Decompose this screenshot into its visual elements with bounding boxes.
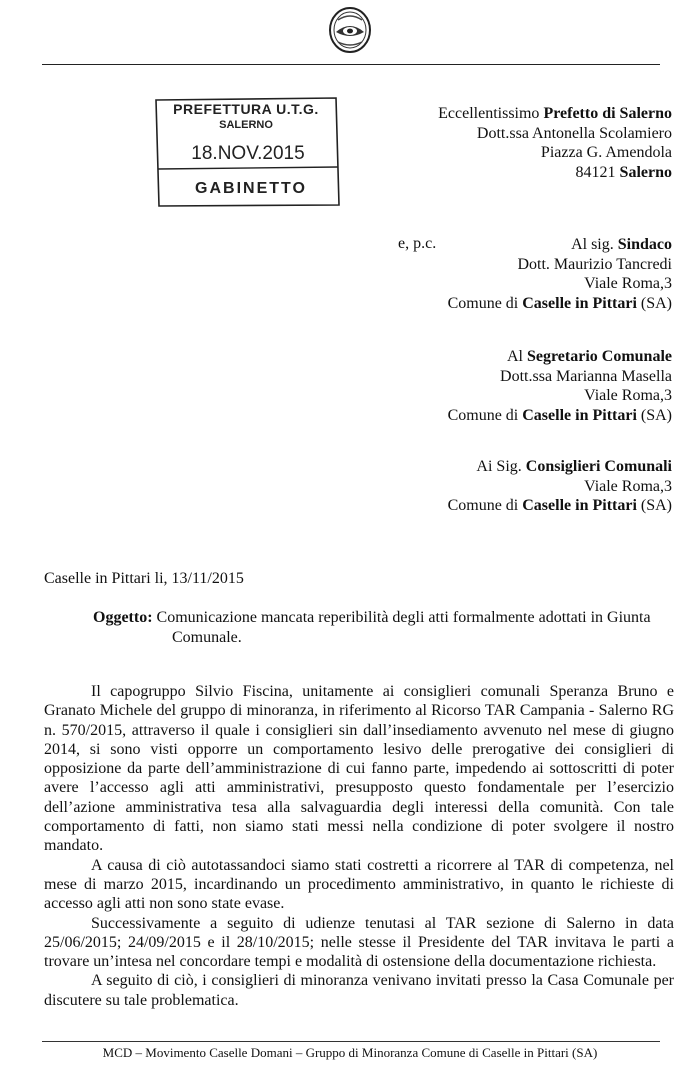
cc-label: e, p.c. [398, 235, 437, 252]
recipient-name: Dott. Maurizio Tancredi [517, 255, 672, 273]
recipient-title: Segretario Comunale [526, 348, 672, 365]
recipient-name: Dott.ssa Marianna Masella [500, 367, 672, 385]
recipient-municipality-prefix: Comune di [447, 406, 519, 424]
recipient-salutation: Al sig. [571, 236, 614, 253]
recipient-street: Viale Roma,3 [584, 477, 672, 495]
recipient-municipality: Caselle in Pittari [522, 294, 637, 312]
recipient-prefetto [438, 104, 672, 182]
recipient-sindaco [448, 235, 672, 313]
recipient-municipality: Caselle in Pittari [522, 497, 637, 514]
recipient-street: Piazza G. Amendola [540, 144, 672, 161]
recipient-street: Viale Roma,3 [584, 387, 672, 404]
organization-seal-logo [328, 6, 372, 54]
recipient-title: Prefetto di Salerno [543, 105, 672, 122]
prefecture-reception-stamp [150, 97, 342, 207]
stamp-office: PREFETTURA U.T.G. [173, 101, 319, 117]
recipient-province: (SA) [640, 497, 672, 514]
recipient-municipality-prefix: Comune di [447, 497, 519, 514]
recipient-street: Viale Roma,3 [584, 275, 672, 292]
body-paragraph: A causa di ciò autotassandoci siamo stati costretti a ricorrere al TAR di competenza, nel mese di marzo 2015, incardinando un procedimento amministrativo, in quanto le richieste di accesso agli atti non sono state evase. [44, 856, 674, 913]
recipient-municipality: Caselle in Pittari [522, 406, 637, 424]
recipient-salutation: Eccellentissimo [438, 105, 540, 122]
stamp-date: 18.NOV.2015 [191, 143, 305, 164]
recipient-province: (SA) [640, 294, 672, 312]
footer-divider [42, 1041, 660, 1042]
recipient-name: Dott.ssa Antonella Scolamiero [476, 124, 672, 142]
stamp-city: SALERNO [219, 119, 273, 131]
body-paragraph: A seguito di ciò, i consiglieri di minoranza venivano invitati presso la Casa Comunale per discutere su tale problematica. [44, 972, 674, 1009]
recipient-salutation: Ai Sig. [476, 458, 522, 475]
body-paragraph: Successivamente a seguito di udienze tenutasi al TAR sezione di Salerno in data 25/06/2015; 24/09/2015 e il 28/10/2015; nelle stesse il Presidente del TAR invitava le parti a trovare un’intesa nel concordare tempi e modalità di ostensione della documentazione richiesta. [44, 914, 674, 971]
place-and-date: Caselle in Pittari li, 13/11/2015 [44, 570, 244, 587]
page-footer: MCD – Movimento Caselle Domani – Gruppo di Minoranza Comune di Caselle in Pittari (SA) [102, 1045, 598, 1060]
subject-block [93, 608, 673, 648]
header-divider [42, 64, 660, 65]
body-paragraph: Il capogruppo Silvio Fiscina, unitamente ai consiglieri comunali Speranza Bruno e Granato Michele del gruppo di minoranza, in riferimento al Ricorso TAR Campania - Salerno RG n. 570/2015, attraverso il quale i consiglieri sin dall’insediamento avvenuto nel mese di giugno 2014, si sono visti opporre un comportamento lesivo delle prerogative dei consiglieri di opposizione da parte dell’amministrazione di cui fanno parte, impedendo ai sottoscritti di poter avere l’accesso agli atti amministrativi, presupposto questo fondamentale per l’esercizio dell’azione amministrativa tesa alla salvaguardia degli interessi della comunità. Con tale comportamento di fatti, non siamo stati messi nella condizione di poter svolgere il nostro mandato. [44, 683, 674, 855]
recipient-consiglieri [448, 457, 672, 516]
subject-label: Oggetto: [93, 609, 153, 626]
recipient-municipality-prefix: Comune di [447, 294, 519, 312]
subject-text-line1: Comunicazione mancata reperibilità degli atti formalmente adottati in Giunta [156, 609, 651, 626]
recipient-salutation: Al [506, 348, 523, 365]
recipient-city: Salerno [619, 163, 672, 181]
recipient-segretario [448, 347, 672, 425]
recipient-title: Consiglieri Comunali [525, 458, 672, 475]
recipient-title: Sindaco [617, 236, 672, 253]
stamp-department: GABINETTO [195, 180, 307, 197]
recipient-province: (SA) [640, 406, 672, 424]
letter-body [44, 682, 674, 1010]
recipient-zip: 84121 [575, 163, 616, 181]
subject-text-line2: Comunale. [172, 629, 242, 646]
